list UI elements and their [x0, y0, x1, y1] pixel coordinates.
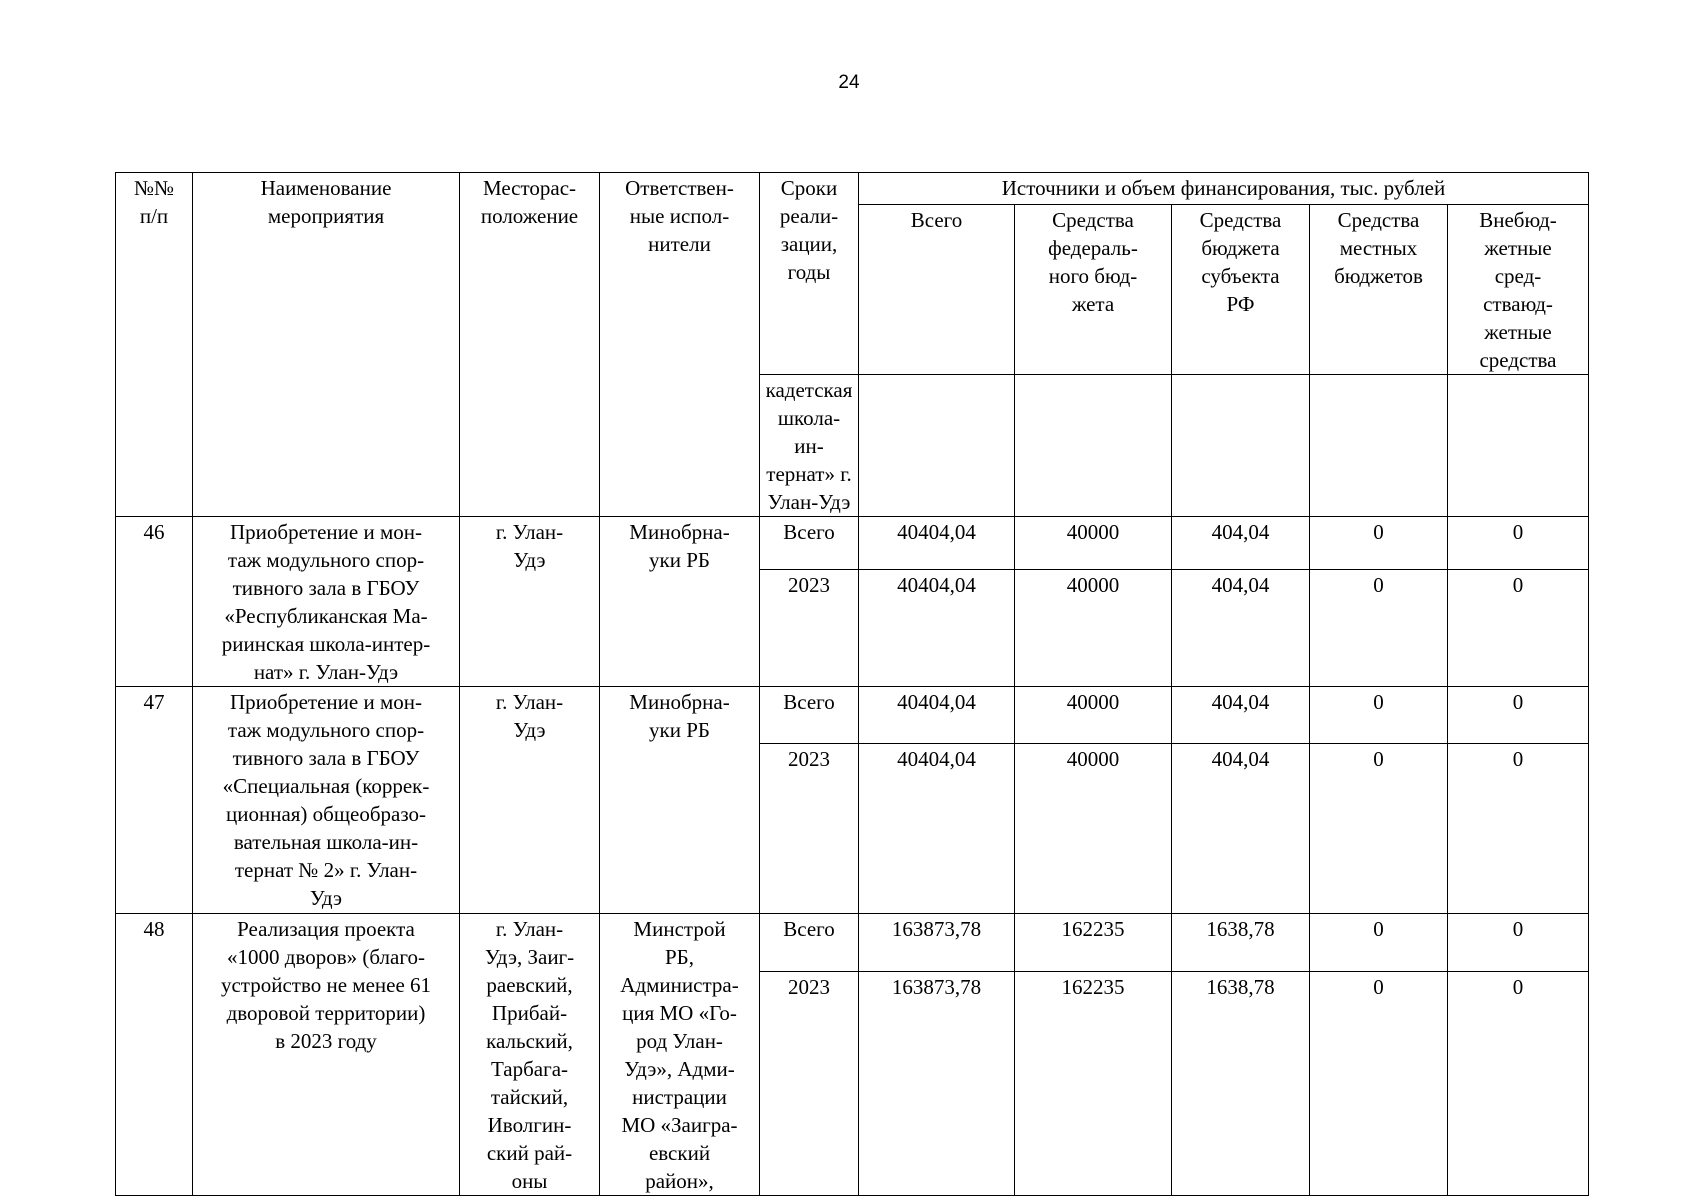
row-local: 0 — [1310, 517, 1448, 570]
row-regional: 404,04 — [1172, 570, 1310, 687]
row-location: г. Улан- Удэ — [460, 687, 600, 914]
page-number: 24 — [838, 72, 860, 93]
header-name: Наименование мероприятия — [193, 173, 460, 517]
row-num: 46 — [116, 517, 193, 687]
row-extra: 0 — [1448, 744, 1589, 914]
row-name: Приобретение и мон- таж модульного спор- тивного зала в ГБОУ «Республиканская Ма- риинская школа-интер- нат» г. Улан-Удэ — [193, 517, 460, 687]
row-extra: 0 — [1448, 570, 1589, 687]
table-row — [116, 914, 1589, 972]
row-regional: 1638,78 — [1172, 914, 1310, 972]
row-num: 47 — [116, 687, 193, 914]
row-federal: 40000 — [1015, 517, 1172, 570]
header-period: Сроки реали- зации, годы — [760, 173, 859, 375]
row-total: 40404,04 — [859, 517, 1015, 570]
row-executors: Минобрна- уки РБ — [600, 687, 760, 914]
row-federal: 162235 — [1015, 914, 1172, 972]
header-executors: Ответствен- ные испол- нители — [600, 173, 760, 517]
header-num: №№ п/п — [116, 173, 193, 517]
row-total: 40404,04 — [859, 744, 1015, 914]
row-federal: 40000 — [1015, 570, 1172, 687]
header-row-1 — [116, 173, 1589, 205]
row-local: 0 — [1310, 914, 1448, 972]
row-num: 48 — [116, 914, 193, 1196]
header-financing: Источники и объем финансирования, тыс. рублей — [859, 173, 1589, 205]
empty-cell — [1172, 375, 1310, 517]
continuation-name: кадетская школа-ин- тернат» г. Улан-Удэ — [760, 375, 859, 517]
row-period: Всего — [760, 517, 859, 570]
row-local: 0 — [1310, 687, 1448, 744]
row-location: г. Улан- Удэ — [460, 517, 600, 687]
row-federal: 40000 — [1015, 744, 1172, 914]
row-name: Приобретение и мон- таж модульного спор- тивного зала в ГБОУ «Специальная (коррек- ционная) общеобразо- вательная школа-ин- тернат № 2» г. Улан- Удэ — [193, 687, 460, 914]
row-name: Реализация проекта «1000 дворов» (благо- устройство не менее 61 дворовой территории) в 2023 году — [193, 914, 460, 1196]
row-extra: 0 — [1448, 687, 1589, 744]
row-period: Всего — [760, 914, 859, 972]
row-extra: 0 — [1448, 972, 1589, 1196]
row-local: 0 — [1310, 972, 1448, 1196]
header-local: Средства местных бюджетов — [1310, 205, 1448, 375]
row-total: 163873,78 — [859, 972, 1015, 1196]
row-extra: 0 — [1448, 914, 1589, 972]
row-period: 2023 — [760, 570, 859, 687]
row-period: 2023 — [760, 744, 859, 914]
row-total: 163873,78 — [859, 914, 1015, 972]
row-total: 40404,04 — [859, 687, 1015, 744]
empty-cell — [859, 375, 1015, 517]
empty-cell — [1448, 375, 1589, 517]
row-federal: 40000 — [1015, 687, 1172, 744]
row-extra: 0 — [1448, 517, 1589, 570]
row-local: 0 — [1310, 570, 1448, 687]
row-local: 0 — [1310, 744, 1448, 914]
row-period: Всего — [760, 687, 859, 744]
header-location: Месторас- положение — [460, 173, 600, 517]
row-location: г. Улан- Удэ, Заиг- раевский, Прибай- кальский, Тарбага- тайский, Иволгин- ский рай- оны — [460, 914, 600, 1196]
header-regional: Средства бюджета субъекта РФ — [1172, 205, 1310, 375]
header-extra: Внебюд- жетные сред- стваюд- жетные средства — [1448, 205, 1589, 375]
header-federal: Средства федераль- ного бюд- жета — [1015, 205, 1172, 375]
table-row — [116, 517, 1589, 570]
row-executors: Минстрой РБ, Администра- ция МО «Го- род Улан- Удэ», Адми- нистрации МО «Заигра- евский район», — [600, 914, 760, 1196]
row-executors: Минобрна- уки РБ — [600, 517, 760, 687]
row-regional: 404,04 — [1172, 687, 1310, 744]
table-row — [116, 687, 1589, 744]
empty-cell — [1015, 375, 1172, 517]
empty-cell — [1310, 375, 1448, 517]
row-period: 2023 — [760, 972, 859, 1196]
row-regional: 1638,78 — [1172, 972, 1310, 1196]
header-total: Всего — [859, 205, 1015, 375]
row-regional: 404,04 — [1172, 744, 1310, 914]
row-federal: 162235 — [1015, 972, 1172, 1196]
row-total: 40404,04 — [859, 570, 1015, 687]
financing-table — [115, 172, 1589, 1196]
row-regional: 404,04 — [1172, 517, 1310, 570]
